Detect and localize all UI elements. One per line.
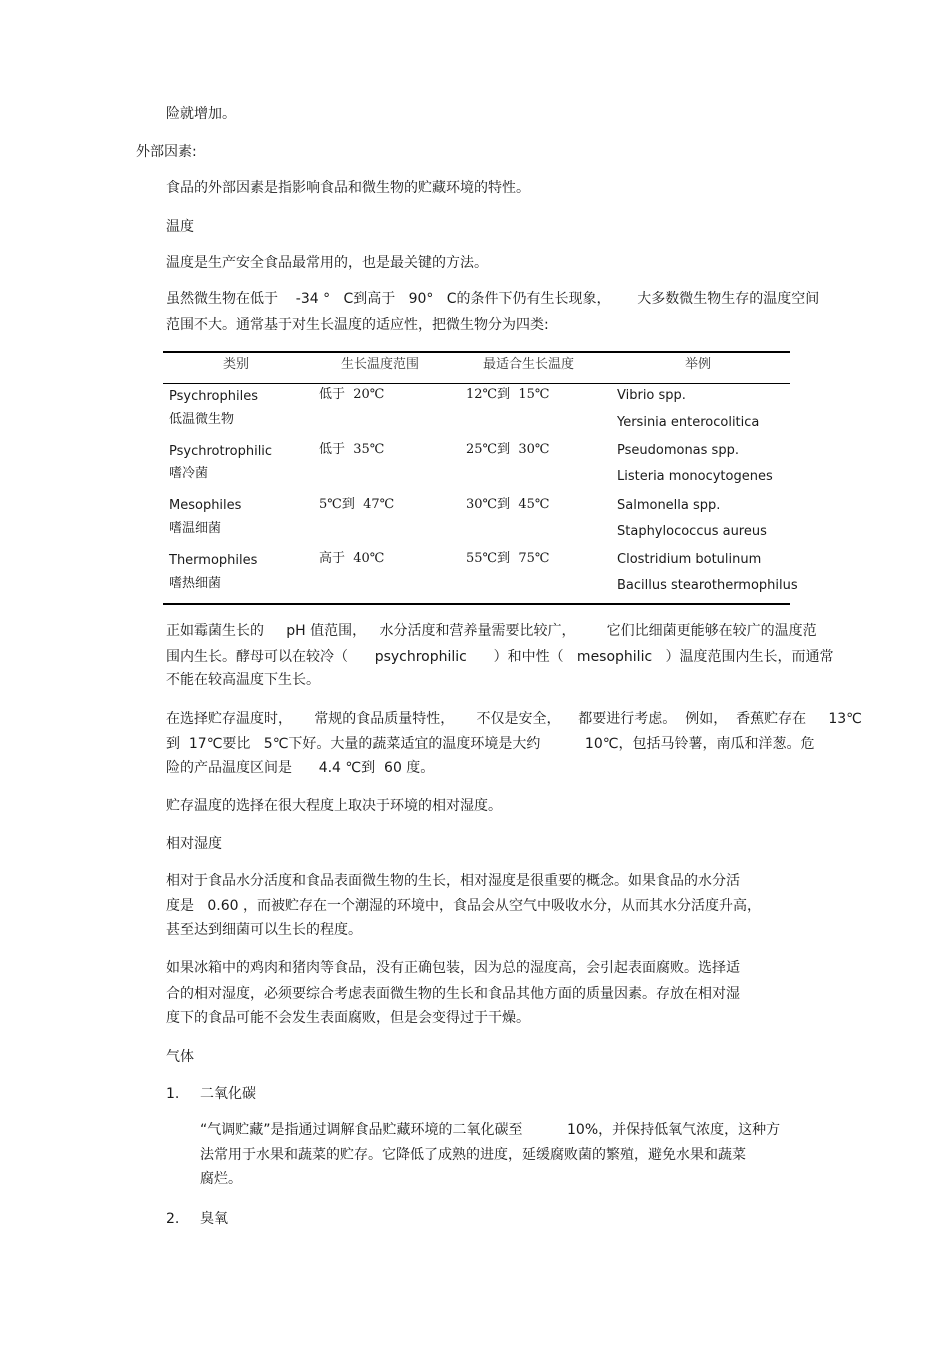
table-header: 最适合生长温度 — [483, 357, 575, 372]
table-cell-category-en: Thermophiles — [169, 553, 258, 568]
paragraph-line: 如果冰箱中的鸡肉和猪肉等食品，没有正确包装，因为总的湿度高，会引起表面腐败。选择适 — [166, 960, 740, 976]
list-number: 1. — [166, 1086, 180, 1102]
paragraph-line: 险的产品温度区间是 4.4 ℃到 60 度。 — [166, 760, 435, 776]
table-cell-optimum: 12℃到 15℃ — [466, 387, 550, 402]
microbe-temperature-table — [163, 351, 798, 605]
table-cell-range: 低于 35℃ — [319, 442, 385, 457]
table-header: 类别 — [223, 357, 250, 372]
paragraph-line: 在选择贮存温度时， 常规的食品质量特性， 不仅是安全， 都要进行考虑。 例如， 香蕉贮存在 13℃ — [166, 711, 862, 727]
paragraph-line: 围内生长。酵母可以在较冷（ psychrophilic ）和中性（ mesophilic ）温度范围内生长，而通常 — [166, 649, 834, 665]
paragraph-line: 甚至达到细菌可以生长的程度。 — [166, 922, 362, 938]
table-cell-example: Vibrio spp. — [617, 388, 686, 403]
table-cell-category-zh: 低温微生物 — [169, 412, 235, 427]
paragraph-line: 贮存温度的选择在很大程度上取决于环境的相对湿度。 — [166, 798, 502, 814]
table-cell-category-zh: 嗜热细菌 — [169, 576, 222, 591]
table-cell-category-zh: 嗜冷菌 — [169, 466, 209, 481]
paragraph-line: 险就增加。 — [166, 106, 236, 122]
table-cell-example: Salmonella spp. — [617, 498, 721, 513]
paragraph-line: “气调贮藏”是指通过调解食品贮藏环境的二氧化碳至 10%，并保持低氧气浓度，这种方 — [200, 1122, 781, 1138]
subsection-heading: 气体 — [166, 1049, 194, 1065]
paragraph-line: 虽然微生物在低于 -34 ° C到高于 90° C的条件下仍有生长现象， 大多数微生物生存的温度空间 — [166, 291, 820, 307]
list-item-title: 二氧化碳 — [200, 1086, 256, 1102]
table-header: 举例 — [685, 357, 712, 372]
table-cell-category-en: Mesophiles — [169, 498, 242, 513]
table-cell-example: Clostridium botulinum — [617, 552, 762, 567]
table-header-rule — [163, 383, 790, 384]
table-cell-range: 5℃到 47℃ — [319, 497, 395, 512]
list-item-title: 臭氧 — [200, 1211, 228, 1227]
paragraph-line: 法常用于水果和蔬菜的贮存。它降低了成熟的进度，延缓腐败菌的繁殖，避免水果和蔬菜 — [200, 1147, 746, 1163]
table-cell-example: Pseudomonas spp. — [617, 443, 739, 458]
paragraph-line: 度是 0.60 ，而被贮存在一个潮湿的环境中，食品会从空气中吸收水分，从而其水分活度升高， — [166, 898, 761, 914]
paragraph-line: 正如霉菌生长的 pH 值范围， 水分活度和营养量需要比较广， 它们比细菌更能够在较广的温度范 — [166, 623, 817, 639]
paragraph-line: 到 17℃要比 5℃下好。大量的蔬菜适宜的温度环境是大约 10℃，包括马铃薯，南瓜和洋葱。危 — [166, 736, 815, 752]
subsection-heading: 相对湿度 — [166, 836, 222, 852]
subsection-heading: 温度 — [166, 219, 194, 235]
paragraph-line: 相对于食品水分活度和食品表面微生物的生长，相对湿度是很重要的概念。如果食品的水分活 — [166, 873, 740, 889]
table-header: 生长温度范围 — [341, 357, 420, 372]
table-cell-example: Listeria monocytogenes — [617, 469, 773, 484]
paragraph-line: 范围不大。通常基于对生长温度的适应性，把微生物分为四类: — [166, 317, 549, 333]
table-top-rule — [163, 351, 790, 353]
paragraph-line: 食品的外部因素是指影响食品和微生物的贮藏环境的特性。 — [166, 180, 530, 196]
table-cell-range: 低于 20℃ — [319, 387, 385, 402]
table-cell-category-en: Psychrophiles — [169, 389, 258, 404]
list-number: 2. — [166, 1211, 180, 1227]
paragraph-line: 合的相对湿度，必须要综合考虑表面微生物的生长和食品其他方面的质量因素。存放在相对湿 — [166, 986, 740, 1002]
table-bottom-rule — [163, 603, 790, 605]
table-cell-range: 高于 40℃ — [319, 551, 385, 566]
paragraph-line: 度下的食品可能不会发生表面腐败，但是会变得过于干燥。 — [166, 1010, 530, 1026]
table-cell-example: Staphylococcus aureus — [617, 524, 767, 539]
section-heading: 外部因素: — [136, 144, 197, 160]
paragraph-line: 不能在较高温度下生长。 — [166, 672, 320, 688]
table-cell-category-zh: 嗜温细菌 — [169, 521, 222, 536]
table-cell-optimum: 30℃到 45℃ — [466, 497, 550, 512]
paragraph-line: 温度是生产安全食品最常用的，也是最关键的方法。 — [166, 255, 488, 271]
table-cell-example: Yersinia enterocolitica — [617, 415, 760, 430]
table-cell-example: Bacillus stearothermophilus — [617, 578, 798, 593]
table-cell-optimum: 55℃到 75℃ — [466, 551, 550, 566]
table-cell-category-en: Psychrotrophilic — [169, 444, 273, 459]
paragraph-line: 腐烂。 — [200, 1171, 242, 1187]
table-cell-optimum: 25℃到 30℃ — [466, 442, 550, 457]
